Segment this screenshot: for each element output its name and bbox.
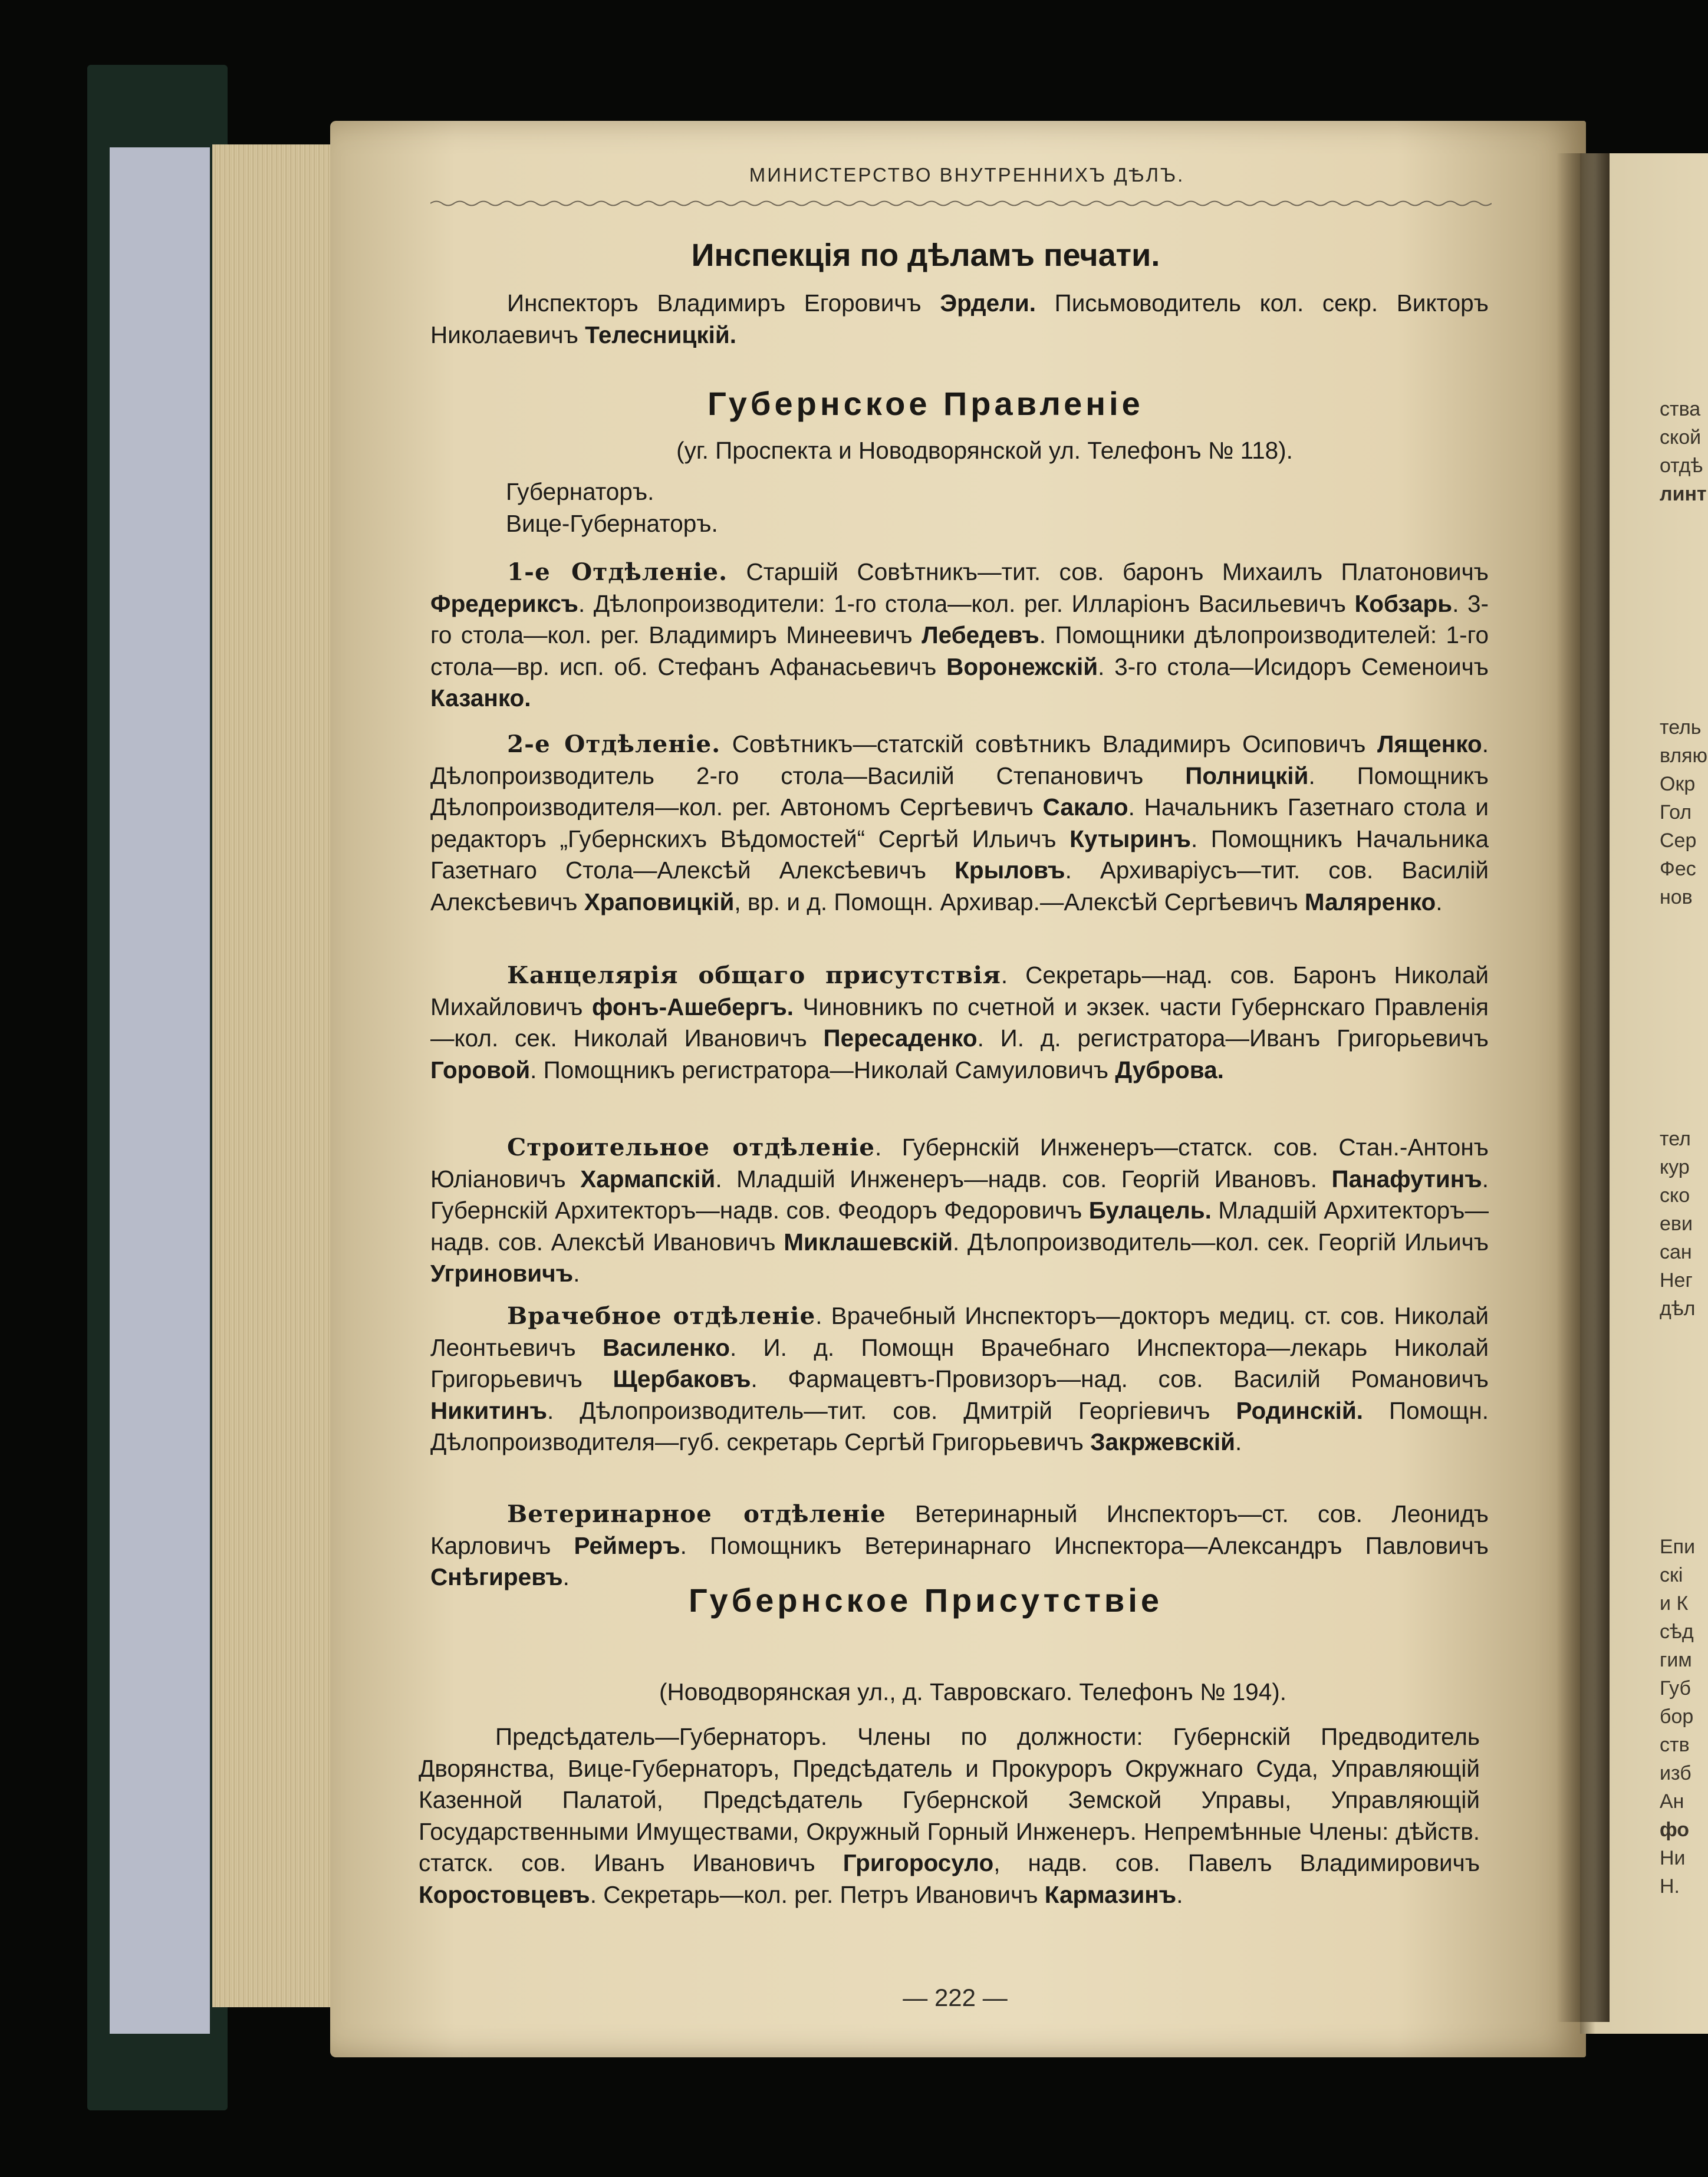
text-run: Чиновникъ по счетной и экзек. части Губернскаго Правленія—кол. сек. Николай Ивановичъ <box>430 993 1489 1052</box>
name-lyashchenko: Лященко <box>1377 730 1482 757</box>
veterinary-paragraph <box>430 1498 1489 1593</box>
name-kutyrin: Кутыринъ <box>1069 825 1191 852</box>
fragment-line: Окр <box>1660 773 1696 795</box>
fragment-line: отдѣ <box>1660 454 1703 477</box>
name-frederiks: Фредериксъ <box>430 589 578 617</box>
fragment-line: Фес <box>1660 858 1696 880</box>
text-run: . Губернскій Инженеръ—статск. сов. Стан.-Антонъ Юліановичъ <box>430 1134 1489 1193</box>
fragment-line: Ни <box>1660 1847 1686 1869</box>
name-lebedev: Лебедевъ <box>922 621 1039 649</box>
text-run: . <box>1436 888 1443 915</box>
text-run: . Помощникъ Дѣлопроизводителя—кол. рег. Автономъ Сергѣевичъ <box>430 762 1489 821</box>
name-voronezhsky: Воронежскій <box>946 653 1098 680</box>
fragment-line: линт <box>1660 483 1707 505</box>
fragment-line: Гол <box>1660 801 1692 824</box>
fragment-line: бор <box>1660 1705 1694 1728</box>
text-run: Помощн. Дѣлопроизводителя—губ. секретарь Сергѣй Григорьевичъ <box>430 1397 1489 1456</box>
text-run: . <box>573 1260 580 1287</box>
name-panafutin: Панафутинъ <box>1331 1165 1482 1193</box>
name-polnitsky: Полницкій <box>1185 762 1309 789</box>
fragment-line: ства <box>1660 398 1701 420</box>
cover-lining <box>110 147 210 2034</box>
text-run: . Помощникъ регистратора—Николай Самуиловичъ <box>530 1056 1115 1083</box>
provincial-board-address: (уг. Проспекта и Новодворянской ул. Телефонъ № 118). <box>676 437 1293 464</box>
medical-paragraph <box>430 1300 1489 1458</box>
right-page-fragment-block-4 <box>1660 1533 1708 1901</box>
text-run: Младшій Архитекторъ—надв. сов. Алексѣй Ивановичъ <box>430 1197 1489 1256</box>
name-khrapovitsky: Храповицкій <box>584 888 735 915</box>
text-run: Письмоводитель кол. секр. Викторъ Николаевичъ <box>430 289 1489 348</box>
veterinary-heading: Ветеринарное отдѣленіе <box>507 1500 886 1528</box>
name-sakalo: Сакало <box>1042 793 1128 821</box>
fragment-line: дѣл <box>1660 1297 1696 1320</box>
fragment-line: ств <box>1660 1734 1690 1756</box>
text-run: Инспекторъ Владимиръ Егоровичъ <box>507 289 940 317</box>
medical-heading: Врачебное отдѣленіе <box>507 1302 816 1330</box>
page-edges <box>212 144 349 2007</box>
text-run: . 3-го стола—кол. рег. Владимиръ Минеевичъ <box>430 589 1489 649</box>
name-dubrova: Дуброва. <box>1115 1056 1224 1083</box>
text-run: . И. д. Помощн Врачебнаго Инспектора—лекарь Николай Григорьевичъ <box>430 1333 1489 1393</box>
text-run: . Помощникъ Ветеринарнаго Инспектора—Александръ Павловичъ <box>680 1532 1489 1559</box>
spine-shadow <box>1556 153 1610 2022</box>
name-ugrinovich: Угриновичъ <box>430 1260 574 1287</box>
text-run: . Губернскій Архитекторъ—надв. сов. Феодоръ Федоровичъ <box>430 1165 1489 1224</box>
text-run: . Помощникъ Начальника Газетнаго Стола—Алексѣй Алексѣевичъ <box>430 825 1489 884</box>
fragment-line: Нег <box>1660 1269 1693 1292</box>
heading-provincial-board: Губернское Правленіе <box>707 385 1144 422</box>
construction-paragraph <box>430 1132 1489 1290</box>
fragment-line: нов <box>1660 886 1693 908</box>
department-1-paragraph <box>430 556 1489 714</box>
text-run: . Дѣлопроизводитель 2-го стола—Василій Степановичъ <box>430 730 1489 789</box>
fragment-line: Ан <box>1660 1790 1684 1813</box>
text-run: Ветеринарный Инспекторъ—ст. сов. Леонидъ Карловичъ <box>430 1500 1489 1559</box>
name-nikitin: Никитинъ <box>430 1397 548 1424</box>
department-2-heading: 2-е Отдѣленіе. <box>507 730 721 758</box>
text-run: . Архиваріусъ—тит. сов. Василій Алексѣевичъ <box>430 857 1489 915</box>
right-page-fragment-block-2 <box>1660 713 1708 911</box>
fragment-line: еви <box>1660 1213 1693 1235</box>
text-run: . Врачебный Инспекторъ—докторъ медиц. ст. сов. Николай Леонтьевичъ <box>430 1302 1489 1361</box>
text-run: Старшій Совѣтникъ—тит. сов. баронъ Михаилъ Платоновичъ <box>728 558 1489 585</box>
text-run: . 3-го стола—Исидоръ Семеноичъ <box>1098 653 1489 680</box>
header-rule <box>430 199 1492 208</box>
text-run: Предсѣдатель—Губернаторъ. Члены по должности: Губернскій Предводитель Дворянства, Вице-Губернаторъ, Предсѣдатель и Прокуроръ Окружнаго Суда, Управляющій Казенной Палатой, Предсѣдатель Губернской Земской Управы, Управляющій Государственными Имуществами, Окружный Горный Инженеръ. Непремѣнные Члены: дѣйств. статск. сов. Иванъ Ивановичъ <box>419 1723 1480 1877</box>
provincial-presence-paragraph <box>419 1721 1480 1911</box>
running-head: МИНИСТЕРСТВО ВНУТРЕННИХЪ ДѢЛЪ. <box>749 164 1185 186</box>
text-run: . Начальникъ Газетнаго стола и редакторъ „Губернскихъ Вѣдомостей“ Сергѣй Ильичъ <box>430 793 1489 852</box>
name-zakrzhevsky: Закржевскій <box>1090 1428 1236 1456</box>
right-page-fragment-block-3 <box>1660 1125 1708 1323</box>
text-run: . Секретарь—над. сов. Баронъ Николай Михайловичъ <box>430 961 1489 1020</box>
text-run: . <box>562 1563 570 1591</box>
text-run: . Фармацевтъ-Провизоръ—над. сов. Василій Романовичъ <box>751 1365 1489 1393</box>
name-kobzar: Кобзарь <box>1354 589 1453 617</box>
name-malyarenko: Маляренко <box>1304 888 1436 915</box>
fragment-line: скі <box>1660 1564 1683 1586</box>
name-bulatsel: Булацель. <box>1088 1197 1212 1224</box>
construction-heading: Строительное отдѣленіе <box>507 1133 876 1161</box>
text-run: , надв. сов. Павелъ Владимировичъ <box>993 1849 1480 1877</box>
fragment-line: ско <box>1660 1184 1690 1207</box>
fragment-line: сан <box>1660 1241 1692 1263</box>
fragment-line: тель <box>1660 716 1702 739</box>
name-reimer: Реймеръ <box>574 1532 680 1559</box>
name-miklashevsky: Миклашевскій <box>784 1228 953 1256</box>
vice-governor-line: Вице-Губернаторъ. <box>506 510 718 537</box>
text-run: . Дѣлопроизводитель—кол. сек. Георгій Ильичъ <box>953 1228 1489 1256</box>
text-run: . Секретарь—кол. рег. Петръ Ивановичъ <box>590 1880 1045 1908</box>
fragment-line: изб <box>1660 1762 1691 1784</box>
fragment-line: и К <box>1660 1592 1689 1615</box>
provincial-presence-address: (Новодворянская ул., д. Тавровскаго. Телефонъ № 194). <box>659 1678 1286 1705</box>
department-2-paragraph <box>430 729 1489 918</box>
text-run: Совѣтникъ—статскій совѣтникъ Владимиръ Осиповичъ <box>720 730 1378 757</box>
text-run: . Дѣлопроизводители: 1-го стола—кол. рег. Илларіонъ Васильевичъ <box>578 589 1355 617</box>
fragment-line: тел <box>1660 1128 1691 1150</box>
name-rodinsky: Родинскій. <box>1236 1397 1364 1424</box>
name-vasilenko: Василенко <box>603 1333 730 1361</box>
fragment-line: Епи <box>1660 1536 1696 1558</box>
fragment-line: сѣд <box>1660 1621 1694 1643</box>
text-run: . Дѣлопроизводитель—тит. сов. Дмитрій Георгіевичъ <box>547 1397 1236 1424</box>
name-erdeli: Эрдели. <box>940 289 1036 317</box>
name-gorovoy: Горовой <box>430 1056 531 1083</box>
heading-provincial-presence: Губернское Присутствіе <box>688 1582 1163 1619</box>
name-shcherbakov: Щербаковъ <box>613 1365 751 1393</box>
text-run: . Младшій Инженеръ—надв. сов. Георгій Ивановъ. <box>715 1165 1332 1193</box>
fragment-line: ской <box>1660 426 1702 449</box>
fragment-line: Сер <box>1660 829 1697 852</box>
name-kharmapsky: Хармапскій <box>580 1165 716 1193</box>
name-ashberg: фонъ-Ашебергъ. <box>591 993 794 1020</box>
name-korostovtsev: Коростовцевъ <box>419 1880 590 1908</box>
fragment-line: фо <box>1660 1819 1690 1841</box>
fragment-line: вляю <box>1660 745 1708 767</box>
fragment-line: гим <box>1660 1649 1692 1671</box>
press-inspection-paragraph <box>430 288 1489 351</box>
name-telesnitsky: Телесницкій. <box>585 321 737 348</box>
department-1-heading: 1-е Отдѣленіе. <box>507 558 728 586</box>
governor-line: Губернаторъ. <box>506 478 654 505</box>
fragment-line: Н. <box>1660 1875 1680 1898</box>
text-run: . <box>1176 1880 1183 1908</box>
chancery-paragraph <box>430 960 1489 1086</box>
chancery-heading: Канцелярія общаго присутствія <box>507 961 1001 989</box>
name-snegirev: Снѣгиревъ <box>430 1563 563 1591</box>
heading-press-inspection: Инспекція по дѣламъ печати. <box>691 238 1160 273</box>
text-run: . Помощники дѣлопроизводителей: 1-го стола—вр. исп. об. Стефанъ Афанасьевичъ <box>430 621 1489 680</box>
fragment-line: Губ <box>1660 1677 1691 1700</box>
name-grigorosulo: Григоросуло <box>843 1849 994 1877</box>
text-run: . И. д. регистратора—Иванъ Григорьевичъ <box>977 1025 1489 1052</box>
text-run: , вр. и д. Помощн. Архивар.—Алексѣй Сергѣевичъ <box>734 888 1305 915</box>
fragment-line: кур <box>1660 1156 1690 1178</box>
name-kazanko: Казанко. <box>430 684 531 712</box>
name-krylov: Крыловъ <box>955 857 1065 884</box>
page-number: — 222 — <box>903 1984 1008 2011</box>
text-run: . <box>1235 1428 1242 1456</box>
name-karmazin: Кармазинъ <box>1044 1880 1177 1908</box>
name-peresadenko: Пересаденко <box>823 1025 978 1052</box>
right-page-fragment-block-1 <box>1660 395 1708 508</box>
